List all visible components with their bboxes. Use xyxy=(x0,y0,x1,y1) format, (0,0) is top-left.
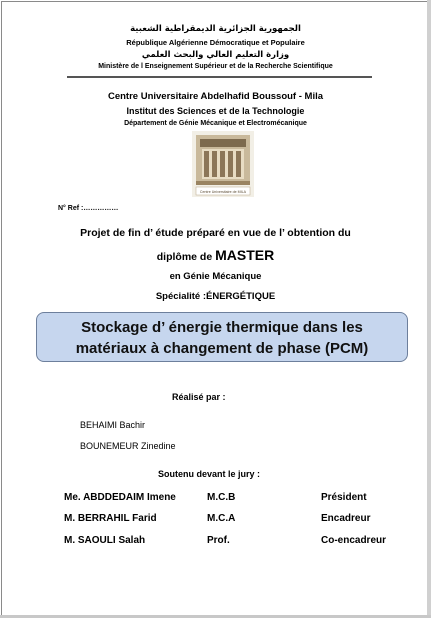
jury-member-name: Me. ABDDEDAIM Imene xyxy=(64,492,176,503)
field-of-study: en Génie Mécanique xyxy=(169,271,262,282)
thesis-title-line-1: Stockage d’ énergie thermique dans les xyxy=(81,319,363,336)
project-line-2 xyxy=(0,247,431,263)
authors-label: Réalisé par : xyxy=(172,392,226,402)
institute-name: Institut des Sciences et de la Technologie xyxy=(126,106,305,116)
arabic-republic-heading: الجمهورية الجزائرية الديمقراطية الشعبية xyxy=(130,24,301,34)
author-name: BOUNEMEUR Zinedine xyxy=(80,441,176,451)
department-name: Département de Génie Mécanique et Electromécanique xyxy=(124,120,307,127)
french-republic-heading: République Algérienne Démocratique et Populaire xyxy=(126,38,305,47)
jury-member-grade: M.C.B xyxy=(207,492,236,503)
arabic-ministry-heading: وزارة التعليم العالي والبحث العلمي xyxy=(141,50,290,60)
header-divider xyxy=(67,76,372,78)
degree-name: MASTER xyxy=(215,247,275,263)
jury-label: Soutenu devant le jury : xyxy=(158,469,261,479)
jury-member-role: Président xyxy=(321,492,367,503)
speciality: Spécialité :ÉNERGÉTIQUE xyxy=(155,291,276,302)
ministry-heading: Ministère de l Enseignement Supérieur et de la Recherche Scientifique xyxy=(98,63,333,70)
jury-member-name: M. SAOULI Salah xyxy=(64,535,146,546)
jury-member-role: Encadreur xyxy=(321,513,371,524)
university-logo xyxy=(192,131,254,197)
jury-member-name: M. BERRAHIL Farid xyxy=(64,513,157,524)
jury-member-grade: Prof. xyxy=(207,535,230,546)
project-line-1: Projet de fin d’ étude préparé en vue de l’ obtention du xyxy=(80,227,351,239)
reference-number: N° Ref :…………… xyxy=(58,205,119,212)
author-name: BEHAIMI Bachir xyxy=(80,420,146,430)
jury-member-role: Co-encadreur xyxy=(321,535,387,546)
thesis-title-box xyxy=(36,312,408,362)
centre-name: Centre Universitaire Abdelhafid Boussouf - Mila xyxy=(107,91,324,102)
jury-member-grade: M.C.A xyxy=(207,513,236,524)
logo-caption: Centre Universitaire de MILA xyxy=(199,190,247,194)
thesis-title-line-2: matériaux à changement de phase (PCM) xyxy=(75,340,369,357)
diploma-prefix: diplôme de xyxy=(156,251,216,263)
